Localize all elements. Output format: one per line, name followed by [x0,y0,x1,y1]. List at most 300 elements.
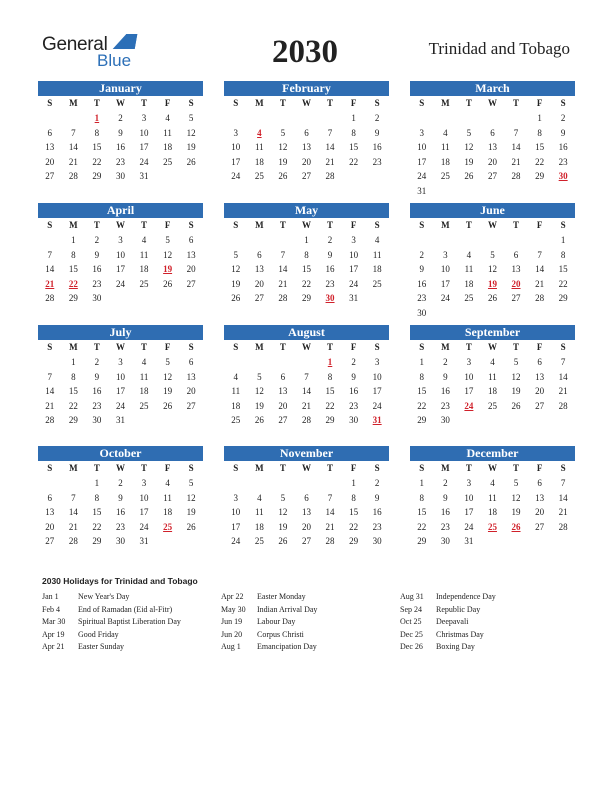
day-number: 15 [417,386,427,396]
day-number: 14 [511,142,521,152]
day-cell [365,476,389,491]
holiday-item [42,604,181,617]
day-cell [410,262,434,277]
country-name: Trinidad and Tobago [428,39,570,58]
day-cell [528,399,552,414]
day-cell [132,277,156,292]
day-number: 21 [45,400,55,411]
day-number: 30 [440,536,450,546]
day-cell [528,355,552,370]
day-number: 29 [68,415,78,425]
day-cell [365,384,389,399]
holiday-name: New Year's Day [78,592,130,601]
day-number: 28 [511,171,521,181]
day-number: 12 [278,507,288,517]
day-number: 21 [558,507,568,517]
day-number: 26 [487,293,497,303]
holiday-name: Boxing Day [436,642,475,651]
holiday-item [221,591,317,604]
day-number: 31 [139,171,149,181]
day-number: 13 [45,507,55,517]
weekday-label: T [513,220,520,230]
day-cell [318,491,342,506]
day-number: 6 [47,127,53,138]
weekday-label: S [188,463,194,473]
weekday-label: T [141,220,148,230]
empty-day-cell [248,111,272,126]
day-cell [504,476,528,491]
day-number: 22 [68,400,78,411]
day-number: 21 [535,278,545,289]
holiday-name: End of Ramadan (Eid al-Fitr) [78,604,173,614]
day-number: 12 [464,142,474,152]
day-number: 20 [535,507,545,517]
empty-day-cell [224,111,248,126]
day-number: 3 [466,357,472,367]
day-cell [156,399,180,414]
day-number: 9 [374,127,380,138]
day-cell [295,233,319,248]
day-number: 7 [327,492,333,503]
day-number: 20 [301,156,311,167]
day-number: 16 [115,507,125,517]
day-number: 21 [278,278,288,289]
day-number: 4 [490,478,495,488]
day-cell [342,355,366,370]
day-cell [295,155,319,170]
day-cell [551,491,575,506]
month-header: May [224,203,389,218]
day-cell [481,155,505,170]
day-cell [342,520,366,535]
day-number: 18 [231,400,241,411]
day-number: 3 [351,235,356,245]
day-number: 18 [440,156,450,167]
day-cell [179,384,203,399]
holiday-day-cell [504,520,528,535]
day-cell [85,140,109,155]
day-cell [410,140,434,155]
day-cell [318,126,342,141]
day-cell [434,155,458,170]
holiday-date: Jan 1 [42,592,59,601]
day-cell [318,140,342,155]
holiday-date: Feb 4 [42,604,60,614]
day-number: 3 [374,357,380,367]
page-title-year: 2030 [272,34,338,70]
day-cell [38,520,62,535]
day-number: 26 [163,278,173,289]
day-number: 16 [92,264,102,274]
day-cell [248,291,272,306]
weekday-label: S [233,220,239,230]
day-cell [295,399,319,414]
day-number: 5 [280,127,286,138]
day-number: 10 [115,371,125,382]
day-number: 7 [47,249,53,260]
day-number: 2 [419,249,425,260]
day-cell [224,413,248,428]
day-number: 10 [349,249,359,260]
day-cell [295,384,319,399]
weekday-label: W [301,463,311,473]
day-number: 19 [163,264,173,274]
day-number: 5 [188,113,194,123]
weekday-label: M [255,342,264,352]
day-cell [109,355,133,370]
day-cell [528,169,552,184]
day-number: 12 [511,492,521,503]
day-number: 14 [278,264,288,274]
weekday-label: F [350,342,357,352]
day-number: 20 [278,400,288,411]
day-number: 22 [349,521,359,532]
day-number: 7 [304,371,309,382]
day-number: 13 [254,264,264,274]
day-cell [457,476,481,491]
weekday-label: S [47,463,53,473]
day-number: 23 [372,521,382,532]
day-number: 4 [141,235,147,245]
day-cell [248,262,272,277]
day-cell [248,248,272,263]
day-cell [318,277,342,292]
day-number: 12 [163,249,173,260]
day-number: 17 [464,386,474,396]
day-cell [179,520,203,535]
day-cell [109,534,133,549]
day-cell [342,370,366,385]
day-number: 29 [417,415,427,425]
day-number: 28 [535,293,545,303]
day-number: 25 [139,400,149,411]
empty-day-cell [38,111,62,126]
weekday-label: T [465,342,472,352]
day-number: 14 [325,507,335,517]
day-number: 25 [372,278,382,289]
day-number: 13 [186,249,196,260]
day-cell [528,370,552,385]
day-number: 5 [513,357,519,367]
day-cell [528,476,552,491]
day-cell [38,384,62,399]
day-cell [62,384,86,399]
day-cell [271,534,295,549]
day-cell [481,291,505,306]
day-number: 16 [417,278,427,289]
day-cell [271,370,295,385]
month-grid [410,461,575,549]
day-number: 4 [141,357,147,367]
weekday-label: T [513,463,520,473]
month-june [410,203,575,320]
day-number: 6 [304,127,309,138]
weekday-label: F [164,220,171,230]
empty-day-cell [224,355,248,370]
holiday-date: Mar 30 [42,617,66,626]
weekday-label: W [487,342,497,352]
day-cell [62,491,86,506]
day-cell [85,399,109,414]
day-number: 15 [301,264,311,274]
empty-day-cell [457,111,481,126]
day-number: 9 [94,249,100,260]
day-cell [528,140,552,155]
day-cell [365,233,389,248]
day-number: 22 [417,400,427,411]
day-number: 10 [115,249,125,260]
day-number: 20 [186,264,196,274]
day-cell [85,370,109,385]
day-cell [457,355,481,370]
month-header: April [38,203,203,218]
day-number: 27 [535,400,545,411]
day-number: 22 [92,521,102,532]
day-number: 6 [188,235,194,245]
day-cell [318,248,342,263]
day-number: 15 [68,264,78,274]
day-number: 17 [139,507,149,517]
day-cell [132,520,156,535]
day-number: 13 [535,492,545,503]
day-cell [295,140,319,155]
day-cell [504,491,528,506]
day-number: 20 [487,156,497,167]
day-cell [132,111,156,126]
day-number: 7 [537,249,542,260]
weekday-label: S [374,342,380,352]
day-number: 16 [372,142,382,152]
day-cell [528,277,552,292]
day-cell [156,277,180,292]
day-number: 2 [118,478,123,488]
empty-day-cell [248,233,272,248]
day-number: 24 [440,293,450,303]
day-number: 28 [278,293,288,303]
day-number: 15 [325,386,335,396]
holiday-day-cell [551,169,575,184]
holidays-column [221,591,317,654]
day-cell [457,248,481,263]
day-cell [109,520,133,535]
day-cell [248,491,272,506]
day-number: 28 [558,521,568,532]
day-cell [434,505,458,520]
day-number: 12 [231,264,241,274]
day-cell [179,140,203,155]
day-cell [410,491,434,506]
weekday-label: T [465,463,472,473]
day-cell [62,505,86,520]
day-number: 28 [301,415,311,425]
day-number: 15 [92,142,102,152]
day-cell [62,126,86,141]
day-number: 27 [301,171,311,181]
day-cell [365,140,389,155]
day-cell [179,505,203,520]
day-cell [410,155,434,170]
day-cell [85,534,109,549]
day-number: 7 [71,492,76,503]
day-cell [481,491,505,506]
day-number: 15 [92,507,102,517]
day-number: 26 [254,415,264,425]
day-number: 12 [186,127,196,138]
weekday-label: T [141,463,148,473]
weekday-label: F [536,220,543,230]
day-number: 19 [278,521,288,532]
day-number: 12 [186,492,196,503]
holiday-day-cell [504,277,528,292]
day-cell [62,155,86,170]
holiday-date: Apr 19 [42,629,65,639]
empty-day-cell [410,233,434,248]
day-number: 12 [511,371,521,382]
day-number: 14 [45,386,55,396]
day-number: 13 [487,142,497,152]
day-number: 29 [417,536,427,546]
day-number: 29 [535,171,545,181]
day-cell [179,399,203,414]
day-number: 27 [45,536,55,546]
weekday-label: T [327,463,334,473]
weekday-label: W [115,342,125,352]
day-cell [410,355,434,370]
day-cell [179,155,203,170]
day-cell [271,277,295,292]
weekday-label: F [350,98,357,108]
day-number: 22 [92,156,102,167]
day-number: 18 [487,507,497,517]
day-number: 20 [45,156,55,167]
day-number: 26 [186,156,196,167]
day-number: 11 [255,507,264,517]
day-number: 16 [558,142,568,152]
month-august [224,325,389,428]
day-number: 27 [535,521,545,532]
day-number: 31 [139,536,149,546]
day-cell [318,520,342,535]
day-cell [342,248,366,263]
day-cell [434,140,458,155]
day-cell [434,520,458,535]
day-cell [551,126,575,141]
day-cell [62,399,86,414]
day-cell [248,277,272,292]
holiday-date: Aug 1 [221,642,241,651]
day-number: 23 [92,400,102,411]
day-number: 22 [68,278,78,289]
day-number: 22 [325,400,335,411]
empty-day-cell [504,233,528,248]
day-cell [481,399,505,414]
day-cell [434,491,458,506]
day-cell [271,248,295,263]
day-cell [224,384,248,399]
day-number: 2 [443,357,448,367]
day-cell [481,355,505,370]
day-cell [528,384,552,399]
day-cell [295,291,319,306]
day-number: 21 [511,156,521,167]
day-number: 1 [71,357,76,367]
empty-day-cell [224,476,248,491]
day-cell [365,520,389,535]
weekday-label: M [441,98,450,108]
day-number: 25 [163,521,173,532]
day-number: 24 [115,278,125,289]
day-number: 29 [349,536,359,546]
day-cell [224,505,248,520]
day-number: 30 [115,536,125,546]
day-cell [38,534,62,549]
day-cell [62,169,86,184]
day-cell [224,277,248,292]
day-cell [295,169,319,184]
day-number: 17 [372,386,382,396]
holiday-name: Indian Arrival Day [257,604,318,614]
day-number: 21 [325,521,335,532]
day-cell [551,370,575,385]
day-number: 10 [464,371,474,382]
day-cell [295,491,319,506]
day-cell [224,534,248,549]
day-cell [271,140,295,155]
day-number: 14 [558,492,568,503]
day-number: 19 [254,400,264,411]
day-number: 8 [94,127,100,138]
empty-day-cell [248,476,272,491]
day-number: 30 [417,307,427,318]
day-cell [248,140,272,155]
day-cell [410,277,434,292]
day-cell [271,384,295,399]
day-number: 2 [94,357,100,367]
weekday-label: T [93,98,100,108]
day-cell [457,384,481,399]
weekday-label: M [255,220,264,230]
holiday-item [42,591,181,604]
day-cell [248,169,272,184]
day-number: 13 [278,386,288,396]
weekday-label: W [301,98,311,108]
day-cell [156,233,180,248]
logo-triangle-icon [113,34,138,49]
day-cell [109,155,133,170]
day-cell [85,277,109,292]
day-cell [224,155,248,170]
day-cell [156,505,180,520]
day-number: 17 [231,521,241,532]
day-number: 7 [560,357,566,367]
day-number: 2 [94,235,100,245]
empty-day-cell [318,111,342,126]
day-cell [179,111,203,126]
month-grid [38,218,203,306]
day-number: 6 [47,492,53,503]
day-cell [457,126,481,141]
day-cell [342,277,366,292]
weekday-label: F [536,342,543,352]
month-may [224,203,389,306]
day-number: 11 [464,264,474,274]
day-cell [434,248,458,263]
day-cell [342,140,366,155]
day-cell [410,520,434,535]
day-cell [62,534,86,549]
day-cell [410,476,434,491]
weekday-label: T [141,342,148,352]
